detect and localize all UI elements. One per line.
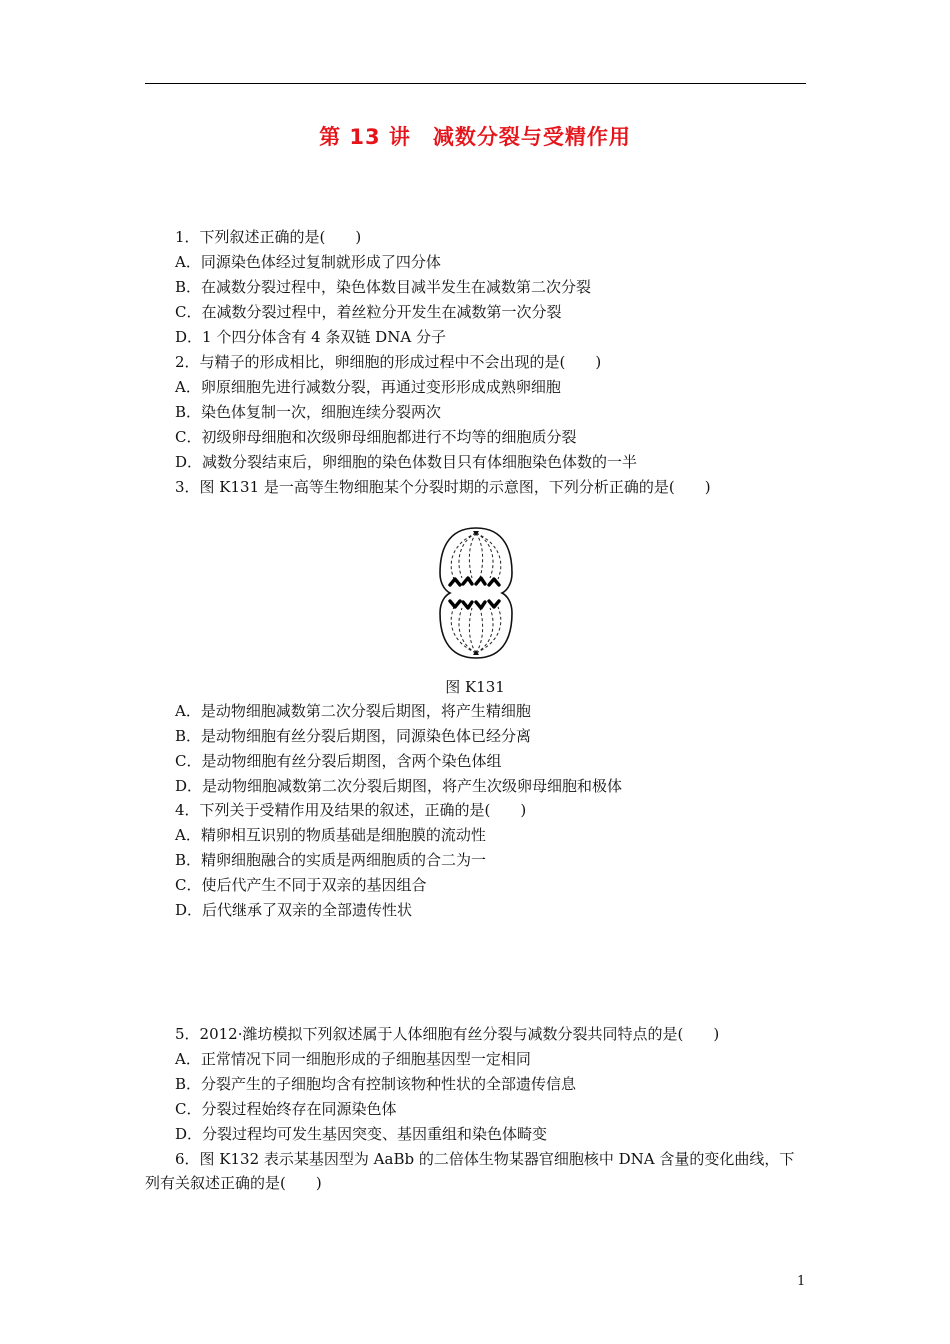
chromosomes-top (450, 578, 499, 585)
figure-caption: 图 K131 (445, 678, 505, 696)
cell-membrane (440, 528, 512, 658)
header-rule (145, 83, 806, 84)
question-4-option-d: D．后代继承了双亲的全部遗传性状 (175, 901, 413, 919)
question-4-option-a: A．精卵相互识别的物质基础是细胞膜的流动性 (175, 826, 486, 844)
question-3-option-c: C．是动物细胞有丝分裂后期图，含两个染色体组 (175, 752, 502, 770)
question-4-stem: 4．下列关于受精作用及结果的叙述，正确的是( ) (175, 801, 527, 819)
question-2-option-c: C．初级卵母细胞和次级卵母细胞都进行不均等的细胞质分裂 (175, 428, 577, 446)
question-5-stem: 5．2012·潍坊模拟下列叙述属于人体细胞有丝分裂与减数分裂共同特点的是( ) (175, 1025, 720, 1043)
chromosomes-bottom (450, 601, 499, 608)
spindle-fibers (451, 533, 501, 653)
question-5-option-d: D．分裂过程均可发生基因突变、基因重组和染色体畸变 (175, 1125, 548, 1143)
question-3-option-a: A．是动物细胞减数第二次分裂后期图，将产生精细胞 (175, 702, 531, 720)
question-1-option-b: B．在减数分裂过程中，染色体数目减半发生在减数第二次分裂 (175, 278, 592, 296)
question-3-option-b: B．是动物细胞有丝分裂后期图，同源染色体已经分离 (175, 727, 532, 745)
question-1-stem: 1．下列叙述正确的是( ) (175, 228, 362, 246)
question-1-option-d: D．1 个四分体含有 4 条双链 DNA 分子 (175, 328, 446, 346)
question-4-option-c: C．使后代产生不同于双亲的基因组合 (175, 876, 427, 894)
question-5-option-b: B．分裂产生的子细胞均含有控制该物种性状的全部遗传信息 (175, 1075, 577, 1093)
question-4-option-b: B．精卵细胞融合的实质是两细胞质的合二为一 (175, 851, 487, 869)
cell-division-figure (436, 523, 516, 663)
question-3-stem: 3．图 K131 是一高等生物细胞某个分裂时期的示意图，下列分析正确的是( ) (175, 478, 711, 496)
question-5-option-a: A．正常情况下同一细胞形成的子细胞基因型一定相同 (175, 1050, 531, 1068)
page-title: 第 13 讲 减数分裂与受精作用 (319, 125, 631, 149)
question-5-option-c: C．分裂过程始终存在同源染色体 (175, 1100, 397, 1118)
question-3-option-d: D．是动物细胞减数第二次分裂后期图，将产生次级卵母细胞和极体 (175, 777, 623, 795)
question-2-option-a: A．卵原细胞先进行减数分裂，再通过变形形成成熟卵细胞 (175, 378, 561, 396)
question-2-option-b: B．染色体复制一次，细胞连续分裂两次 (175, 403, 442, 421)
question-2-stem: 2．与精子的形成相比，卵细胞的形成过程中不会出现的是( ) (175, 353, 602, 371)
question-2-option-d: D．减数分裂结束后，卵细胞的染色体数目只有体细胞染色体数的一半 (175, 453, 638, 471)
page-number: 1 (797, 1274, 806, 1289)
question-6-stem-line1: 6．图 K132 表示某基因型为 AaBb 的二倍体生物某器官细胞核中 DNA 含量的变化曲线，下 (175, 1150, 795, 1168)
question-1-option-a: A．同源染色体经过复制就形成了四分体 (175, 253, 441, 271)
question-6-stem-line2: 列有关叙述正确的是( ) (145, 1174, 322, 1192)
question-1-option-c: C．在减数分裂过程中，着丝粒分开发生在减数第一次分裂 (175, 303, 562, 321)
